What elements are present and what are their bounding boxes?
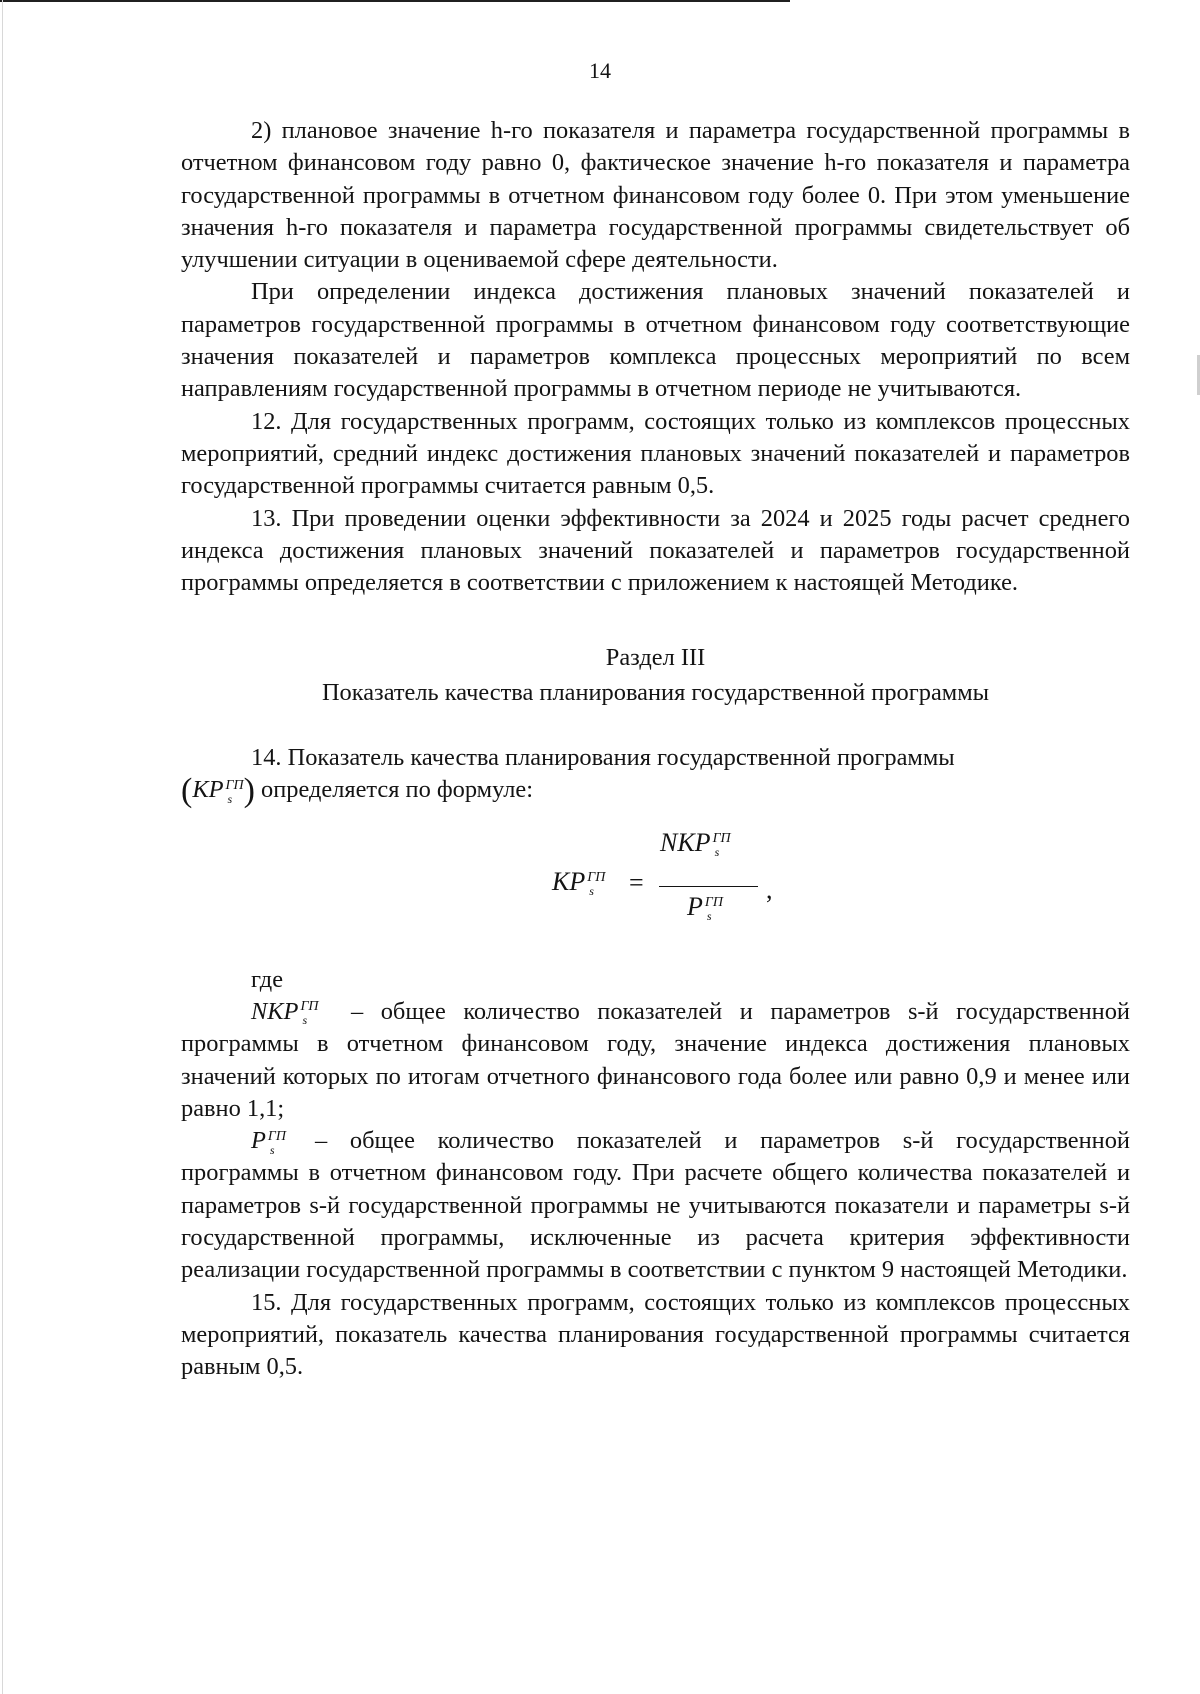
section-number: Раздел III [605, 644, 706, 672]
formula [181, 814, 1130, 964]
symbol-p: P ГП s [251, 1127, 286, 1157]
open-paren: ( [181, 772, 193, 810]
paragraph-15: 15. Для государственных программ, состоящих только из комплексов процессных мероприятий, показатель качества планирования государственной программы считается равным 0,5. [181, 1288, 1130, 1381]
where-label: где [251, 965, 284, 993]
paragraph-14 [181, 742, 1130, 774]
paragraph-12: 12. Для государственных программ, состоящих только из комплексов процессных мероприятий, средний индекс достижения плановых значений показателей и параметров государственной программы считается равным 0,5. [181, 407, 1130, 500]
fraction-bar [659, 886, 758, 888]
formula-comma: , [766, 874, 773, 904]
symbol-kp-inline: KP ГП s [192, 776, 244, 806]
paragraph-14-tail: определяется по формуле: [261, 776, 534, 804]
formula-lhs: KP ГП s [552, 866, 606, 898]
definition-nkp [181, 996, 1130, 1125]
paragraph-item-2: 2) плановое значение h-го показателя и параметра государственной программы в отчетном финансовом году равно 0, фактическое значение h-го показателя и параметра государственной программы в отчетном финансовом году более 0. При этом уменьшение значения h-го показателя и параметра государственной программы свидетельствует об улучшении ситуации в оцениваемой сфере деятельности. [181, 117, 1130, 274]
formula-denominator: P ГП s [687, 891, 723, 923]
close-paren: ) [243, 772, 255, 810]
page-number: 14 [589, 58, 611, 83]
paragraph-13: 13. При проведении оценки эффективности за 2024 и 2025 годы расчет среднего индекса достижения плановых значений показателей и параметров государственной программы определяется в соответствии с приложением к настоящей Методике. [181, 504, 1130, 597]
definition-p [181, 1125, 1130, 1286]
definition-nkp-text: – общее количество показателей и параметров s-й государственной программы в отчетном финансовом году, значение индекса достижения плановых значений которых по итогам отчетного финансового года более или равно 0,9 и менее или равно 1,1; [181, 997, 1130, 1122]
paragraph-14-continuation [181, 772, 1130, 810]
formula-equals: = [629, 867, 644, 897]
formula-numerator: NKP ГП s [660, 827, 731, 859]
definition-p-text: – общее количество показателей и параметров s-й государственной программы в отчетном финансовом году. При расчете общего количества показателей и параметров s-й государственной программы не учитываются показатели и параметры s-й государственной программы, исключенные из расчета критерия эффективности реализации государственной программы в соответствии с пунктом 9 настоящей Методики. [181, 1127, 1130, 1284]
section-title: Показатель качества планирования государственной программы [321, 678, 990, 706]
scan-edge-top [0, 0, 790, 2]
paragraph-14-text: 14. Показатель качества планирования государственной программы [251, 744, 955, 772]
symbol-nkp: NKP ГП s [251, 997, 319, 1028]
document-body [181, 115, 1130, 1384]
scan-edge-left [2, 0, 3, 1694]
paragraph-index-exclusion: При определении индекса достижения плановых значений показателей и параметров государственной программы в отчетном финансовом году соответствующие значения показателей и параметров комплекса процессных мероприятий по всем направлениям государственной программы в отчетном периоде не учитываются. [181, 278, 1130, 403]
